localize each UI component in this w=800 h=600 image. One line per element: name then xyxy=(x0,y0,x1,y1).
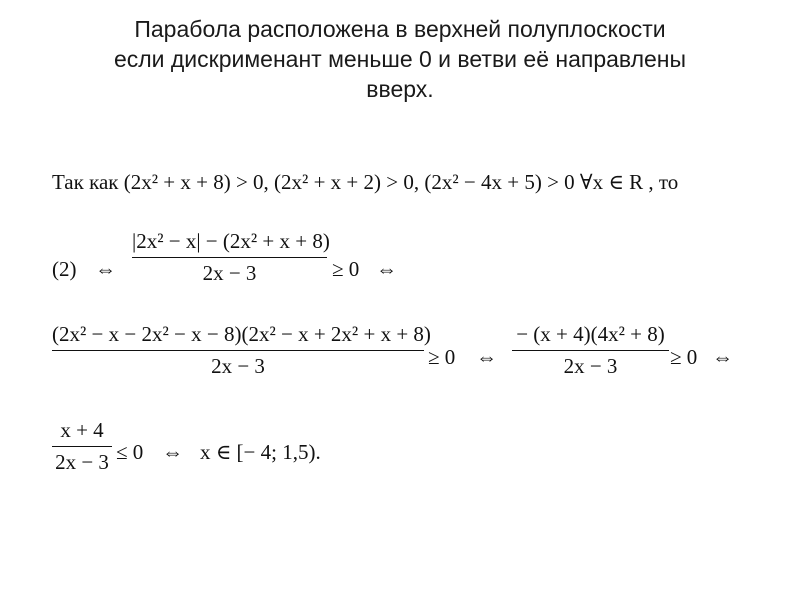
equation-label: (2) xyxy=(52,257,77,281)
fraction-numerator: x + 4 xyxy=(60,418,104,442)
fraction xyxy=(52,418,112,475)
fraction-bar xyxy=(132,257,327,258)
title-line-1: Парабола расположена в верхней полуплоскости xyxy=(134,16,666,42)
fraction-bar xyxy=(512,350,669,351)
fraction xyxy=(512,322,669,379)
fraction-numerator: − (x + 4)(4x² + 8) xyxy=(516,322,665,346)
equivalence-symbol: ⇔ xyxy=(476,345,497,369)
inequality-sign: ≥ 0 xyxy=(670,345,698,369)
fraction-numerator: |2x² − x| − (2x² + x + 8) xyxy=(132,229,330,253)
inequality-sign: ≥ 0 xyxy=(428,345,456,369)
title-line-2: если дискрименант меньше 0 и ветви её направлены xyxy=(113,46,687,72)
inequality-sign: ≤ 0 xyxy=(116,440,144,464)
fraction xyxy=(52,322,431,379)
equivalence-symbol: ⇔ xyxy=(162,440,183,464)
fraction-denominator: 2x − 3 xyxy=(202,261,257,285)
equivalence-symbol: ⇔ xyxy=(376,257,397,281)
title-line-3: вверх. xyxy=(366,76,434,102)
math-line-1: Так как (2x² + x + 8) > 0, (2x² + x + 2) > 0, (2x² − 4x + 5) > 0 ∀x ∈ R , то xyxy=(52,170,679,194)
fraction-denominator: 2x − 3 xyxy=(563,354,618,378)
fraction-numerator: (2x² − x − 2x² − x − 8)(2x² − x + 2x² + x + 8) xyxy=(52,322,431,346)
solution-answer: x ∈ [− 4; 1,5). xyxy=(200,440,321,464)
fraction-bar xyxy=(52,350,424,351)
fraction-bar xyxy=(52,446,112,447)
inequality-sign: ≥ 0 xyxy=(332,257,360,281)
fraction-denominator: 2x − 3 xyxy=(211,354,265,378)
equivalence-symbol: ⇔ xyxy=(712,345,733,369)
equivalence-symbol: ⇔ xyxy=(95,257,116,281)
slide-title xyxy=(40,14,760,104)
fraction-denominator: 2x − 3 xyxy=(55,450,109,474)
fraction xyxy=(132,229,330,286)
